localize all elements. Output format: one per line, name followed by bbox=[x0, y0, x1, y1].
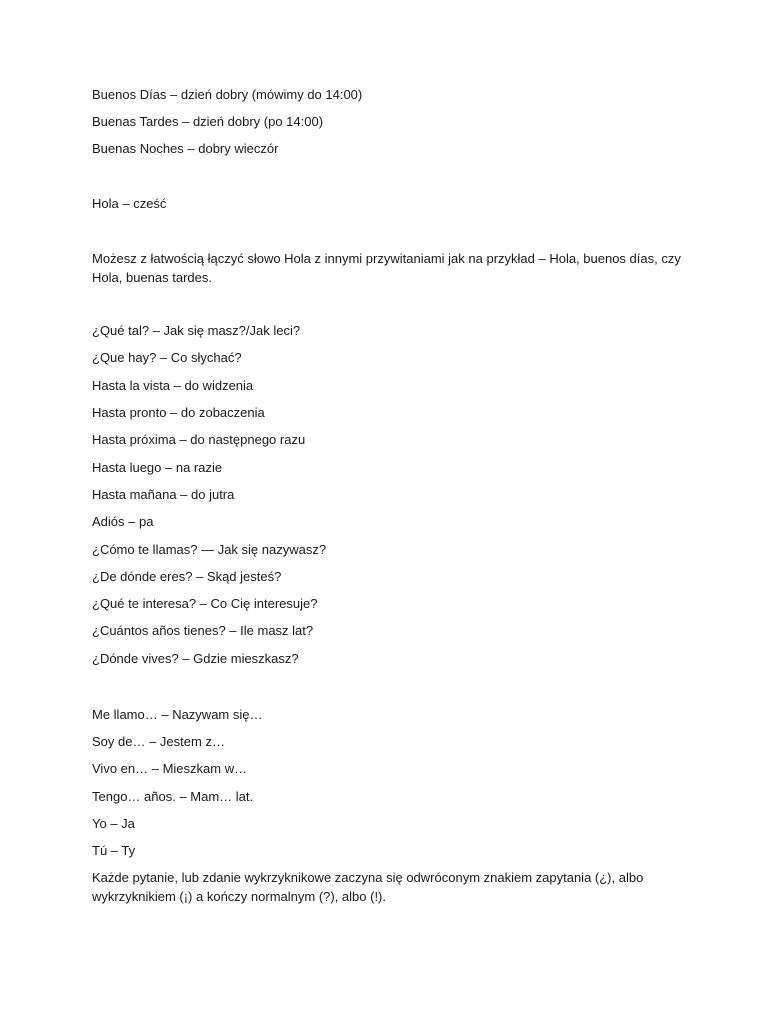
phrase-line: ¿Qué te interesa? – Co Cię interesuje? bbox=[92, 596, 318, 611]
answer-line: Soy de… – Jestem z… bbox=[92, 734, 225, 749]
phrase-line: Hasta pronto – do zobaczenia bbox=[92, 405, 265, 420]
final-note-paragraph: Każde pytanie, lub zdanie wykrzyknikowe zaczyna się odwróconym znakiem zapytania (¿), albo wykrzyknikiem (¡) a kończy normalnym (?), albo (!). bbox=[92, 870, 644, 904]
phrase-line: ¿Dónde vives? – Gdzie mieszkasz? bbox=[92, 651, 299, 666]
phrase-line: ¿Cuántos años tienes? – Ile masz lat? bbox=[92, 623, 314, 638]
phrase-line: ¿Cómo te llamas? — Jak się nazywasz? bbox=[92, 542, 327, 557]
phrase-line: ¿Qué tal? – Jak się masz?/Jak leci? bbox=[92, 323, 301, 338]
phrase-line: Hasta mañana – do jutra bbox=[92, 487, 235, 502]
phrase-line: ¿Que hay? – Co słychać? bbox=[92, 350, 242, 365]
hola-line: Hola – cześć bbox=[92, 196, 167, 211]
phrase-line: Hasta la vista – do widzenia bbox=[92, 378, 254, 393]
phrase-line: Hasta próxima – do następnego razu bbox=[92, 432, 306, 447]
answer-line: Vivo en… – Mieszkam w… bbox=[92, 761, 248, 776]
phrase-line: Adiós – pa bbox=[92, 514, 154, 529]
answer-line: Me llamo… – Nazywam się… bbox=[92, 707, 263, 722]
phrase-line: Hasta luego – na razie bbox=[92, 460, 223, 475]
greeting-line: Buenos Días – dzień dobry (mówimy do 14:00) bbox=[92, 87, 363, 102]
answer-line: Yo – Ja bbox=[92, 816, 135, 831]
phrase-line: ¿De dónde eres? – Skąd jesteś? bbox=[92, 569, 282, 584]
answer-line: Tú – Ty bbox=[92, 843, 136, 858]
hola-note-paragraph: Możesz z łatwością łączyć słowo Hola z innymi przywitaniami jak na przykład – Hola, buenos días, czy Hola, buenas tardes. bbox=[92, 251, 681, 285]
greeting-line: Buenas Tardes – dzień dobry (po 14:00) bbox=[92, 114, 324, 129]
greeting-line: Buenas Noches – dobry wieczór bbox=[92, 141, 279, 156]
answer-line: Tengo… años. – Mam… lat. bbox=[92, 789, 254, 804]
